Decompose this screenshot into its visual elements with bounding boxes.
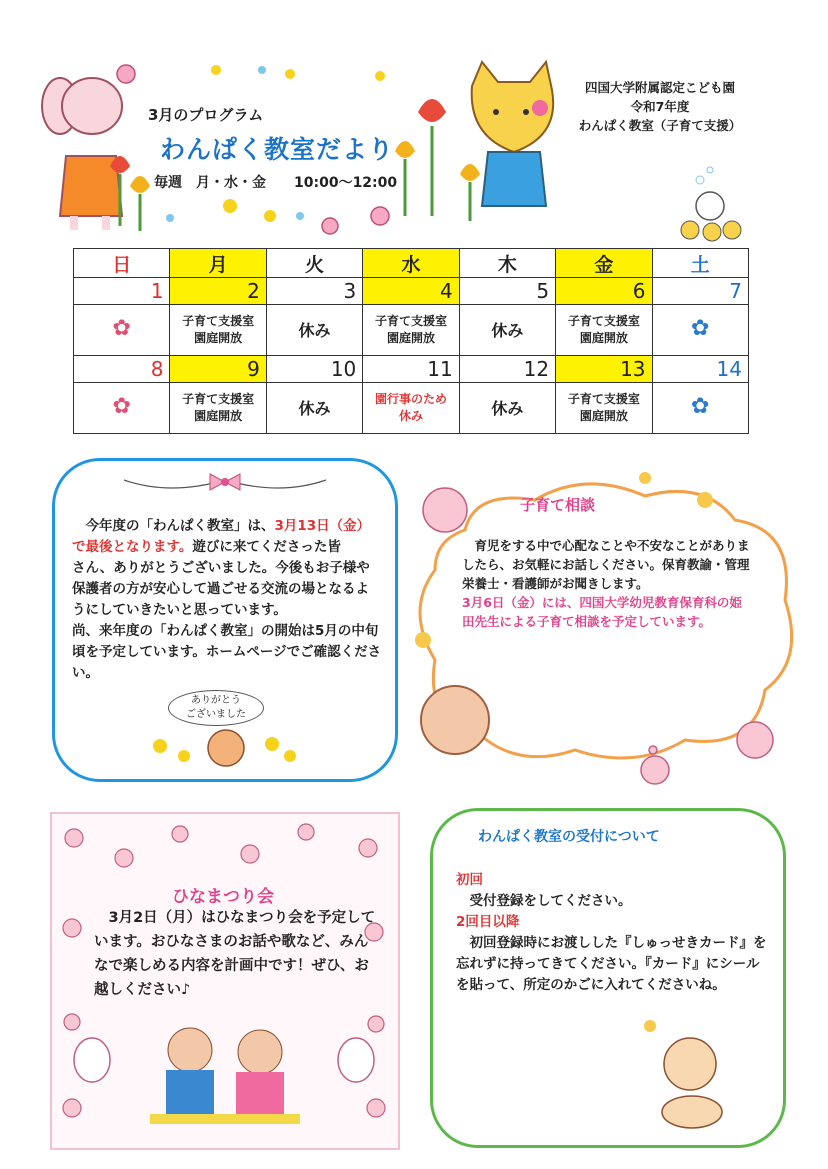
- date-cell: 4: [363, 278, 459, 305]
- flower-icon: [223, 199, 237, 213]
- weekday-tue: 火: [266, 249, 362, 278]
- consult-highlight: 3月6日（金）には、四国大学幼児教育保育科の姫田先生による子育て相談を予定しています。: [462, 595, 742, 629]
- hina-body: 3月2日（月）はひなまつり会を予定しています。おひなさまのお話や歌など、みんなで楽しめる内容を計画中です！ぜひ、お越しください♪: [94, 910, 376, 998]
- sparkle-icon: [285, 69, 295, 79]
- notice-text: [72, 516, 382, 684]
- girl-face-icon: [421, 686, 489, 754]
- flower-icon: [371, 207, 389, 225]
- date-cell: 1: [74, 278, 170, 305]
- org-name: 四国大学附属認定こども園: [584, 80, 735, 95]
- chicks-illustration: [670, 160, 750, 244]
- flower-icon: ✿: [691, 316, 710, 341]
- event-cell: 子育て支援室 園庭開放: [556, 305, 652, 356]
- hina-title: ひなまつり会: [172, 887, 274, 907]
- event-cell: 休み: [459, 305, 555, 356]
- sakura-icon: [641, 756, 669, 784]
- event-cell: [652, 305, 748, 356]
- weekday-mon: 月: [170, 249, 266, 278]
- tulip-icon: [460, 164, 480, 221]
- notice-text-part: 遊びに来てくださった皆: [192, 539, 341, 555]
- page-title: わんぱく教室だより: [160, 135, 395, 164]
- tulip-icon: [395, 141, 415, 216]
- date-row-week1: [74, 278, 749, 305]
- org-dept: わんぱく教室（子育て支援）: [578, 118, 742, 133]
- flower-icon: [322, 218, 338, 234]
- mouse-illustration: [42, 78, 122, 230]
- tulip-icon: [418, 99, 446, 216]
- consult-title: 子育て相談: [520, 496, 596, 514]
- calendar-table: [73, 248, 749, 434]
- butterfly-icon: [644, 1020, 656, 1032]
- date-cell: 2: [170, 278, 266, 305]
- date-cell: 13: [556, 356, 652, 383]
- schedule-line: 毎週 月・水・金 10:00〜12:00: [154, 175, 398, 191]
- date-cell: 9: [170, 356, 266, 383]
- ribbon-garland-icon: [120, 466, 330, 498]
- event-cell: 休み: [266, 383, 362, 434]
- date-cell: 11: [363, 356, 459, 383]
- date-cell: 8: [74, 356, 170, 383]
- flower-icon: ✿: [112, 316, 131, 341]
- weekday-thu: 木: [459, 249, 555, 278]
- consult-text: [462, 536, 752, 631]
- event-row-week1: [74, 305, 749, 356]
- butterfly-icon: [697, 492, 713, 508]
- baby-illustration: [630, 1014, 750, 1134]
- date-cell: 12: [459, 356, 555, 383]
- sakura-icon: [737, 722, 773, 758]
- first-visit-label: 初回: [456, 872, 483, 888]
- weekday-sun: 日: [74, 249, 170, 278]
- event-cell: 休み: [266, 305, 362, 356]
- thanks-bubble: ありがとう ございました: [168, 690, 264, 726]
- cat-illustration: [472, 62, 554, 206]
- flower-icon: ✿: [112, 394, 131, 419]
- weekday-fri: 金: [556, 249, 652, 278]
- girl-flowers-illustration: [140, 726, 310, 776]
- event-cell: [652, 383, 748, 434]
- event-cell: 子育て支援室 園庭開放: [170, 383, 266, 434]
- date-cell: 7: [652, 278, 748, 305]
- event-row-week2: [74, 383, 749, 434]
- lantern-icon: [74, 1038, 110, 1082]
- notice-text-part: 今年度の「わんぱく教室」は、: [72, 518, 275, 534]
- second-visit-body: 初回登録時にお渡しした『しゅっせきカード』を忘れずに持ってきてください。『カード』にシールを貼って、所定のかごに入れてくださいね。: [456, 935, 767, 993]
- second-visit-label: 2回目以降: [456, 914, 520, 930]
- butterfly-icon: [639, 472, 651, 484]
- notice-body: さん、ありがとうございました。今後もお子様や保護者の方が安心して過ごせる交流の場となるようにしていきたいと思っています。 尚、来年度の「わんぱく教室」の開始は5月の中旬頃を予定しています。ホームページでご確認ください。: [72, 560, 382, 681]
- sparkle-icon: [211, 65, 221, 75]
- event-cell: 子育て支援室 園庭開放: [363, 305, 459, 356]
- weekday-header-row: [74, 249, 749, 278]
- tulip-icon: [130, 176, 150, 231]
- date-cell: 14: [652, 356, 748, 383]
- sparkle-icon: [375, 71, 385, 81]
- month-program-label: 3月のプログラム: [148, 106, 264, 124]
- date-row-week2: [74, 356, 749, 383]
- event-cell: [74, 305, 170, 356]
- lantern-icon: [338, 1038, 374, 1082]
- flower-icon: [117, 65, 135, 83]
- reception-text: [456, 870, 772, 996]
- first-visit-body: 受付登録をしてください。: [456, 893, 632, 909]
- bird-icon: [415, 632, 431, 648]
- flower-icon: ✿: [691, 394, 710, 419]
- reception-title: わんぱく教室の受付について: [478, 829, 660, 845]
- hina-dolls-illustration: [70, 1010, 380, 1128]
- consult-body: 育児をする中で心配なことや不安なことがありましたら、お気軽にお話しください。保育教諭・管理栄養士・看護師がお聞きします。: [462, 538, 750, 591]
- event-cell: 休み: [459, 383, 555, 434]
- event-cell: 子育て支援室 園庭開放: [556, 383, 652, 434]
- date-cell: 5: [459, 278, 555, 305]
- weekday-sat: 土: [652, 249, 748, 278]
- sakura-icon: [423, 488, 467, 532]
- event-cell: 園行事のため 休み: [363, 383, 459, 434]
- event-cell: [74, 383, 170, 434]
- org-year: 令和7年度: [630, 99, 690, 114]
- date-cell: 6: [556, 278, 652, 305]
- date-cell: 10: [266, 356, 362, 383]
- event-cell: 子育て支援室 園庭開放: [170, 305, 266, 356]
- date-cell: 3: [266, 278, 362, 305]
- weekday-wed: 水: [363, 249, 459, 278]
- notice-date-highlight: 3月13日（金）: [274, 518, 371, 534]
- flower-icon: [264, 210, 276, 222]
- org-block: [560, 78, 760, 135]
- notice-last-highlight: で最後となります。: [72, 539, 193, 555]
